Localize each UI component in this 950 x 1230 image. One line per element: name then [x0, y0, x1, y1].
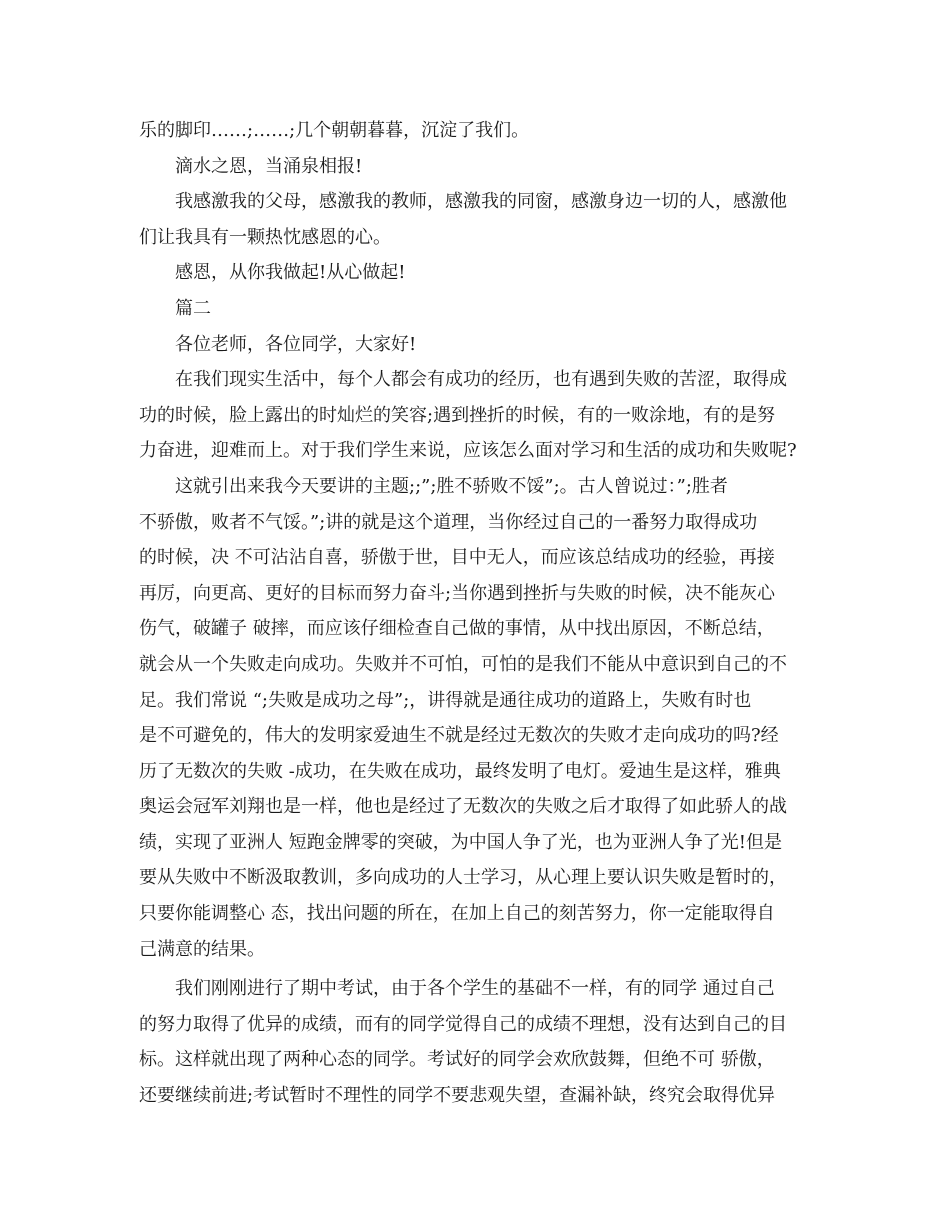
text-line: 只要你能调整心 态，找出问题的所在，在加上自己的刻苦努力，你一定能取得自 [139, 903, 775, 925]
text-line: 的时候，决 不可沾沾自喜，骄傲于世，目中无人，而应该总结成功的经验，再接 [139, 547, 775, 569]
text-line: 我们刚刚进行了期中考试，由于各个学生的基础不一样，有的同学 通过自己 [175, 978, 775, 1000]
text-line: 标。这样就出现了两种心态的同学。考试好的同学会欢欣鼓舞，但绝不可 骄傲， [139, 1049, 775, 1071]
text-line: 感恩，从你我做起!从心做起! [175, 262, 406, 284]
text-line: 各位老师，各位同学，大家好! [175, 333, 417, 355]
text-line: 是不可避免的，伟大的发明家爱迪生不就是经过无数次的失败才走向成功的吗?经 [139, 725, 779, 747]
text-line: 们让我具有一颗热忱感恩的心。 [139, 226, 391, 248]
text-line: 就会从一个失败走向成功。失败并不可怕，可怕的是我们不能从中意识到自己的不 [139, 653, 787, 675]
text-line: 足。我们常说 “;失败是成功之母”;，讲得就是通往成功的道路上，失败有时也 [139, 689, 752, 711]
text-line: 己满意的结果。 [139, 938, 265, 960]
text-line: 这就引出来我今天要讲的主题;;”;胜不骄败不馁”;。古人曾说过：”;胜者 [175, 475, 728, 497]
text-line: 还要继续前进;考试暂时不理性的同学不要悲观失望，查漏补缺，终究会取得优异 [139, 1085, 776, 1107]
text-line: 绩，实现了亚洲人 短跑金牌零的突破，为中国人争了光，也为亚洲人争了光!但是 [139, 831, 782, 853]
text-line: 不骄傲，败者不气馁。”;讲的就是这个道理，当你经过自己的一番努力取得成功 [139, 511, 758, 533]
text-line: 滴水之恩，当涌泉相报! [175, 155, 363, 177]
text-line: 我感激我的父母，感激我的教师，感激我的同窗，感激身边一切的人，感激他 [175, 191, 787, 213]
text-line: 奥运会冠军刘翔也是一样，他也是经过了无数次的失败之后才取得了如此骄人的战 [139, 796, 787, 818]
document-body [139, 113, 815, 1114]
text-line: 功的时候，脸上露出的时灿烂的笑容;遇到挫折的时候，有的一败涂地，有的是努 [139, 404, 776, 426]
text-line: 的努力取得了优异的成绩，而有的同学觉得自己的成绩不理想，没有达到自己的目 [139, 1013, 787, 1035]
text-line: 历了无数次的失败 -成功，在失败在成功，最终发明了电灯。爱迪生是这样，雅典 [139, 760, 781, 782]
text-line: 乐的脚印……;……;几个朝朝暮暮，沉淀了我们。 [139, 120, 530, 141]
text-line: 力奋进，迎难而上。对于我们学生来说，应该怎么面对学习和生活的成功和失败呢? [139, 440, 797, 462]
text-line: 在我们现实生活中，每个人都会有成功的经历，也有遇到失败的苦涩，取得成 [175, 369, 787, 391]
text-line: 要从失败中不断汲取教训，多向成功的人士学习，从心理上要认识失败是暂时的， [139, 867, 787, 889]
text-line: 伤气，破罐子 破摔，而应该仔细检查自己做的事情，从中找出原因，不断总结， [139, 618, 775, 640]
section-heading: 篇二 [175, 297, 211, 319]
text-line: 再厉，向更高、更好的目标而努力奋斗;当你遇到挫折与失败的时候，决不能灰心 [139, 582, 776, 604]
